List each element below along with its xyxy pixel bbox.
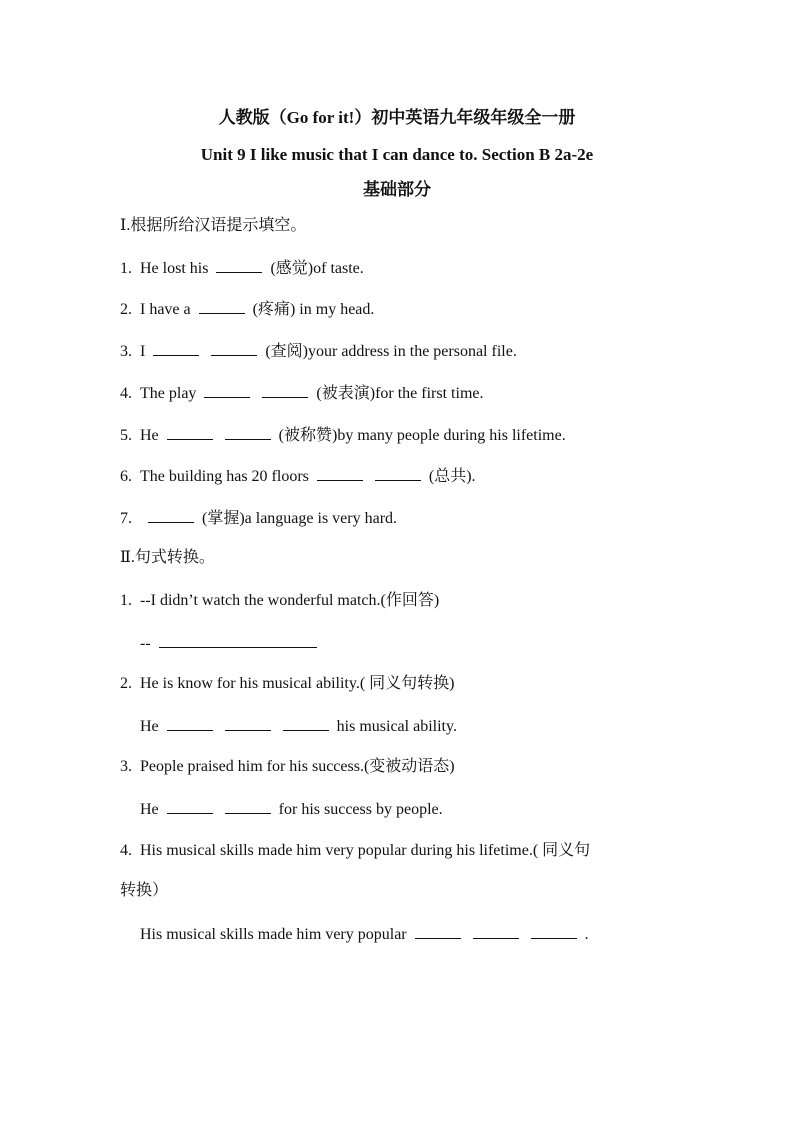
item-text-pre: I have a bbox=[140, 301, 191, 318]
section1-item-3 bbox=[120, 340, 517, 363]
part-title: 基础部分 bbox=[363, 180, 431, 199]
answer-blank[interactable] bbox=[199, 298, 245, 314]
item-text: People praised him for his success.(变被动语态) bbox=[140, 758, 455, 775]
answer-post: . bbox=[584, 926, 589, 943]
item-text-post: (总共). bbox=[428, 468, 476, 485]
answer-blank[interactable] bbox=[216, 257, 262, 273]
item-number: 4. bbox=[120, 385, 132, 402]
item-number: 2. bbox=[120, 301, 132, 318]
item-number: 6. bbox=[120, 468, 132, 485]
answer-blank[interactable] bbox=[317, 465, 363, 481]
answer-post: for his success by people. bbox=[278, 801, 443, 818]
item-number: 1. bbox=[120, 592, 132, 609]
item-text: He is know for his musical ability.( 同义句转换) bbox=[140, 675, 455, 692]
answer-blank[interactable] bbox=[204, 382, 250, 398]
section2-answer-3 bbox=[140, 798, 443, 821]
section2-item-2 bbox=[120, 673, 454, 695]
answer-blank[interactable] bbox=[153, 340, 199, 356]
answer-blank[interactable] bbox=[225, 715, 271, 731]
unit-title: Unit 9 I like music that I can dance to. Section B 2a-2e bbox=[200, 145, 594, 164]
section2-item-3 bbox=[120, 756, 455, 778]
answer-blank[interactable] bbox=[225, 424, 271, 440]
section1-item-6 bbox=[120, 465, 476, 488]
item-text-pre: He bbox=[140, 427, 159, 444]
answer-post: his musical ability. bbox=[336, 718, 457, 735]
section1-item-1 bbox=[120, 257, 364, 280]
answer-blank[interactable] bbox=[262, 382, 308, 398]
answer-blank[interactable] bbox=[211, 340, 257, 356]
answer-blank[interactable] bbox=[473, 923, 519, 939]
answer-prefix: He bbox=[140, 801, 159, 818]
answer-prefix: He bbox=[140, 718, 159, 735]
section2-answer-2 bbox=[140, 715, 457, 738]
item-number: 3. bbox=[120, 758, 132, 775]
section2-heading: Ⅱ.句式转换。 bbox=[120, 549, 215, 566]
section1-heading: Ⅰ.根据所给汉语提示填空。 bbox=[120, 217, 307, 234]
item-number: 5. bbox=[120, 427, 132, 444]
item-number: 1. bbox=[120, 260, 132, 277]
item-number: 4. bbox=[120, 842, 132, 859]
answer-blank[interactable] bbox=[283, 715, 329, 731]
item-text-pre: The play bbox=[140, 385, 197, 402]
section2-item-4 bbox=[120, 840, 590, 862]
item-text-post: (查阅)your address in the personal file. bbox=[265, 343, 517, 360]
document-title: 人教版（Go for it!）初中英语九年级年级全一册 bbox=[218, 108, 576, 127]
answer-blank[interactable] bbox=[159, 632, 317, 648]
item-number: 2. bbox=[120, 675, 132, 692]
item-text-post: (疼痛) in my head. bbox=[252, 301, 375, 318]
answer-blank[interactable] bbox=[375, 465, 421, 481]
item-text: His musical skills made him very popular during his lifetime.( 同义句 bbox=[140, 842, 591, 859]
item-text-post: (被表演)for the first time. bbox=[316, 385, 484, 402]
section2-item-1 bbox=[120, 590, 439, 612]
answer-prefix: -- bbox=[140, 635, 151, 652]
section2-answer-4 bbox=[140, 923, 589, 946]
answer-blank[interactable] bbox=[167, 798, 213, 814]
item-text-pre: He lost his bbox=[140, 260, 209, 277]
section2-item-4-cont: 转换） bbox=[120, 882, 169, 899]
item-number: 3. bbox=[120, 343, 132, 360]
answer-blank[interactable] bbox=[225, 798, 271, 814]
answer-blank[interactable] bbox=[531, 923, 577, 939]
section2-answer-1 bbox=[140, 632, 321, 655]
section1-item-4 bbox=[120, 382, 484, 405]
item-text-post: (被称赞)by many people during his lifetime. bbox=[278, 427, 566, 444]
item-text-post: (感觉)of taste. bbox=[270, 260, 364, 277]
item-text: --I didn’t watch the wonderful match.(作回答) bbox=[140, 592, 440, 609]
answer-blank[interactable] bbox=[167, 424, 213, 440]
answer-blank[interactable] bbox=[167, 715, 213, 731]
section1-item-7 bbox=[120, 507, 397, 530]
answer-blank[interactable] bbox=[148, 507, 194, 523]
item-text-pre: I bbox=[140, 343, 146, 360]
answer-blank[interactable] bbox=[415, 923, 461, 939]
section1-item-5 bbox=[120, 424, 566, 447]
section1-item-2 bbox=[120, 298, 374, 321]
answer-prefix: His musical skills made him very popular bbox=[140, 926, 407, 943]
item-text-pre: The building has 20 floors bbox=[140, 468, 309, 485]
item-text-post: (掌握)a language is very hard. bbox=[202, 510, 398, 527]
item-number: 7. bbox=[120, 510, 132, 527]
